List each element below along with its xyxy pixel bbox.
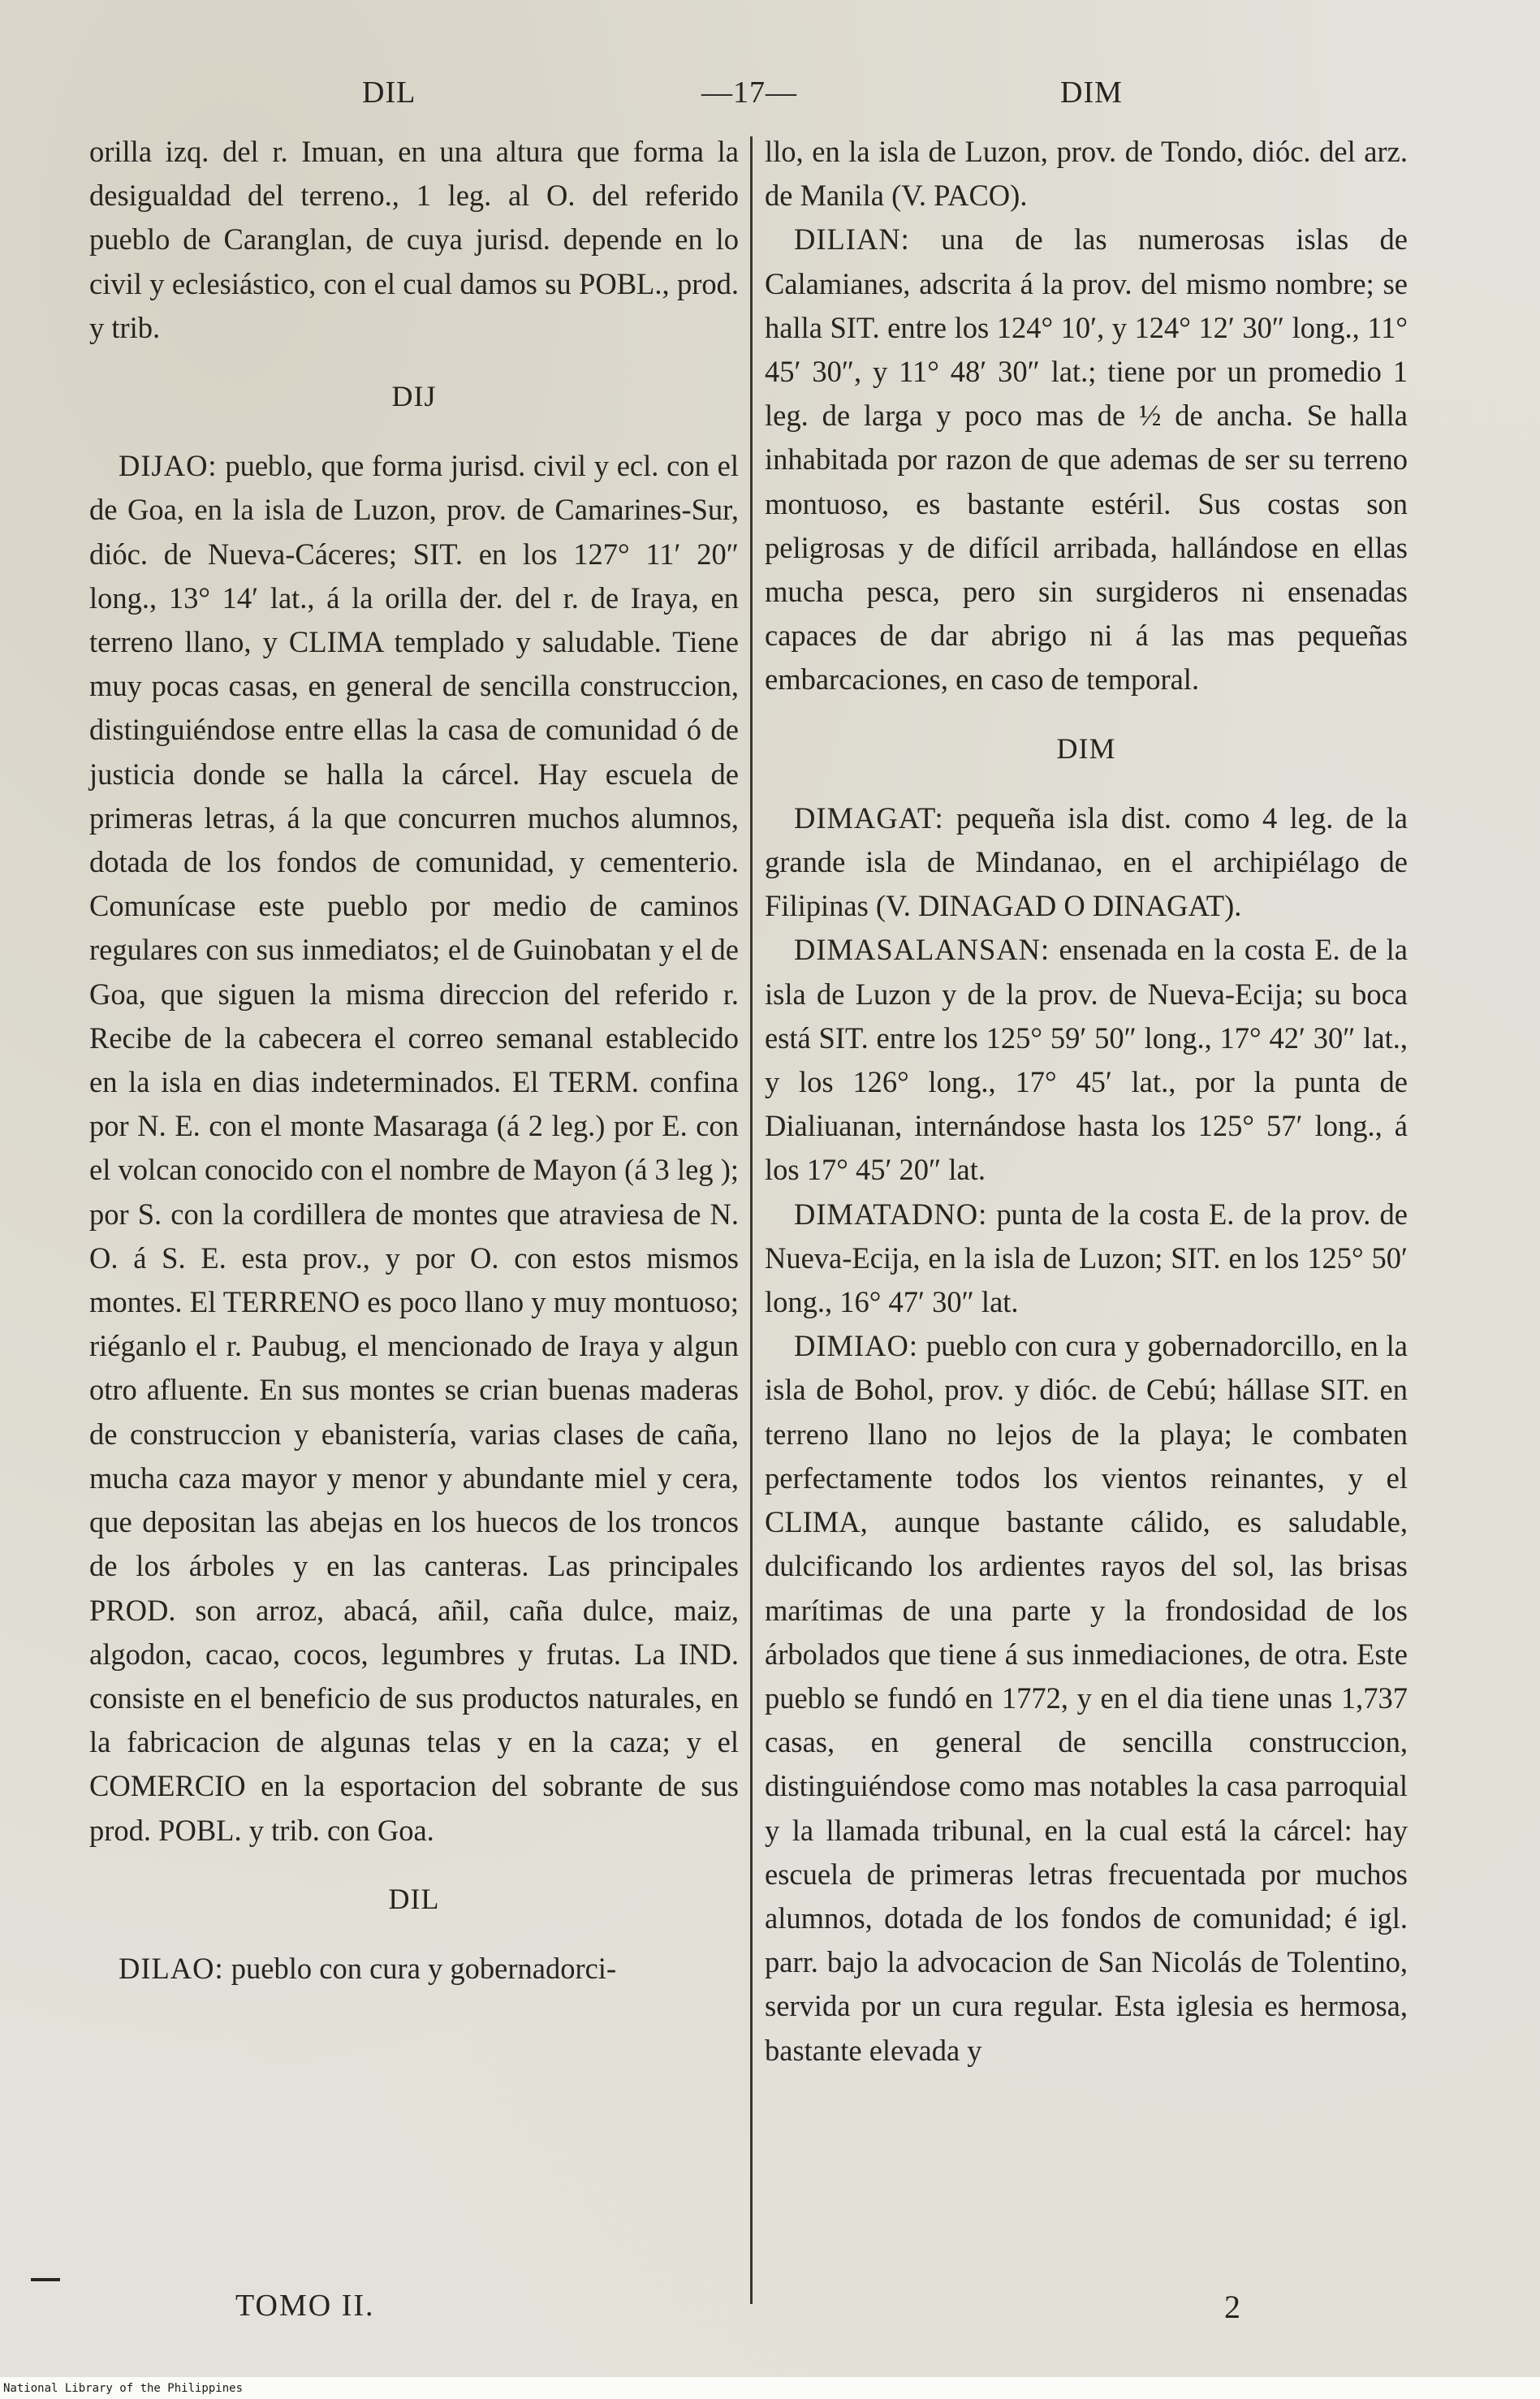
volume-label: TOMO II. — [235, 2289, 375, 2323]
entry-dijao — [89, 444, 739, 1853]
column-divider — [750, 136, 753, 2304]
section-heading-dim: DIM — [1056, 731, 1116, 765]
headword-dilian: DILIAN: — [794, 222, 910, 257]
entry-dilian — [765, 218, 1408, 701]
left-column — [89, 130, 739, 1991]
entry-dimagat-text: pequeña isla dist. como 4 leg. de la grande isla de Mindanao, en el archipiélago de Filipinas (V. DINAGAD O DINAGAT). — [765, 800, 1408, 923]
entry-dijao-text: pueblo, que forma jurisd. civil y ecl. con el de Goa, en la isla de Luzon, prov. de Camarines-Sur, dióc. de Nueva-Cáceres; SIT. en los 127° 11′ 20″ long., 13° 14′ lat., á la orilla der. del r. de Iraya, en terreno llano, y CLIMA templado y saludable. Tiene muy pocas casas, en general de sencilla construccion, distinguiéndose entre ellas la casa de comunidad ó de justicia donde se halla la cárcel. Hay escuela de primeras letras, á la que concurren muchos alumnos, dotada de los fondos de comunidad, y cementerio. Comunícase este pueblo por medio de caminos regulares con sus inmediatos; el de Guinobatan y el de Goa, que siguen la misma direccion del referido r. Recibe de la cabecera el correo semanal establecido en la isla en dias indeterminados. El TERM. confina por N. E. con el monte Masaraga (á 2 leg.) por E. con el volcan conocido con el nombre de Mayon (á 3 leg ); por S. con la cordillera de montes que atraviesa de N. O. á S. E. esta prov., y por O. con estos mismos montes. El TERRENO es poco llano y muy montuoso; riéganlo el r. Paubug, el mencionado de Iraya y algun otro afluente. En sus montes se crian buenas maderas de construccion y ebanistería, varias clases de caña, mucha caza mayor y menor y abundante miel y cera, que depositan las abejas en los huecos de los troncos de los árboles y en las canteras. Las principales PROD. son arroz, abacá, añil, caña dulce, maiz, algodon, cacao, cocos, legumbres y frutas. La IND. consiste en el beneficio de sus productos naturales, en la fabricacion de algunas telas y en la caza; y el COMERCIO en la esportacion del sobrante de sus prod. POBL. y trib. con Goa. — [89, 449, 739, 1847]
entry-dimatadno — [765, 1193, 1408, 1325]
continued-entry-text: orilla izq. del r. Imuan, en una altura que forma la desigualdad del terreno., 1 leg. al O. del referido pueblo de Caranglan, de cuya jurisd. depende en lo civil y eclesiástico, con el cual damos su POBL., prod. y trib. — [89, 135, 739, 344]
running-head-left: DIL — [362, 76, 416, 110]
margin-mark — [31, 2278, 60, 2281]
right-column — [765, 130, 1408, 2073]
library-credit: National Library of the Philippines — [3, 2382, 244, 2395]
entry-dilao — [89, 1947, 739, 1991]
headword-dimasalansan: DIMASALANSAN: — [794, 933, 1050, 967]
signature-mark: 2 — [1224, 2289, 1240, 2325]
headword-dijao: DIJAO: — [119, 449, 218, 483]
entry-dimagat — [765, 796, 1408, 929]
section-heading-dil: DIL — [388, 1882, 440, 1915]
page-number: —17— — [701, 76, 797, 110]
headword-dimagat: DIMAGAT: — [794, 800, 944, 835]
entry-dilian-text: una de las numerosas islas de Calamianes, adscrita á la prov. del mismo nombre; se halla SIT. entre los 124° 10′, y 124° 12′ 30″ long., 11° 45′ 30″, y 11° 48′ 30″ lat.; tiene por un promedio 1 leg. de larga y poco mas de ½ de ancha. Se halla inhabitada por razon de que ademas de ser su terreno montuoso, es bastante estéril. Sus costas son peligrosas y de difícil arribada, hallándose en ellas mucha pesca, pero sin surgideros ni ensenadas capaces de dar abrigo ni á las mas pequeñas embarcaciones, en caso de temporal. — [765, 222, 1408, 697]
section-heading-dij: DIJ — [391, 380, 437, 413]
headword-dimiao: DIMIAO: — [794, 1329, 918, 1363]
running-head-right: DIM — [1060, 76, 1123, 110]
entry-dimasalansan-text: ensenada en la costa E. de la isla de Luzon y de la prov. de Nueva-Ecija; su boca está SIT. entre los 125° 59′ 50″ long., 17° 42′ 30″ lat., y los 126° long., 17° 45′ lat., por la punta de Dialiuanan, internándose hasta los 125° 57′ long., á los 17° 45′ 20″ lat. — [765, 933, 1408, 1187]
entry-dimiao-text: pueblo con cura y gobernadorcillo, en la isla de Bohol, prov. y dióc. de Cebú; hállase SIT. en terreno llano no lejos de la playa; le combaten perfectamente todos los vientos reinantes, y el CLIMA, aunque bastante cálido, es saludable, dulcificando los ardientes rayos del sol, las brisas marítimas de una parte y la frondosidad de los árbolados que tiene á sus inmediaciones, de otra. Este pueblo se fundó en 1772, y en el dia tiene unas 1,737 casas, en general de sencilla construccion, distinguiéndose como mas notables la casa parroquial y la llamada tribunal, en la cual está la cárcel: hay escuela de primeras letras frecuentada por muchos alumnos, dotada de los fondos de comunidad; é igl. parr. bajo la advocacion de San Nicolás de Tolentino, servida por un cura regular. Esta iglesia es hermosa, bastante elevada y — [765, 1329, 1408, 2067]
continued-entry-text: llo, en la isla de Luzon, prov. de Tondo, dióc. del arz. de Manila (V. PACO). — [765, 135, 1408, 213]
headword-dilao: DILAO: — [119, 1951, 224, 1985]
entry-dilao-text: pueblo con cura y gobernadorci- — [231, 1951, 617, 1985]
entry-dimasalansan — [765, 928, 1408, 1192]
headword-dimatadno: DIMATADNO: — [794, 1197, 988, 1231]
entry-dimatadno-text: punta de la costa E. de la prov. de Nueva-Ecija, en la isla de Luzon; SIT. en los 125° 50′ long., 16° 47′ 30″ lat. — [765, 1197, 1408, 1319]
entry-dimiao — [765, 1324, 1408, 2072]
